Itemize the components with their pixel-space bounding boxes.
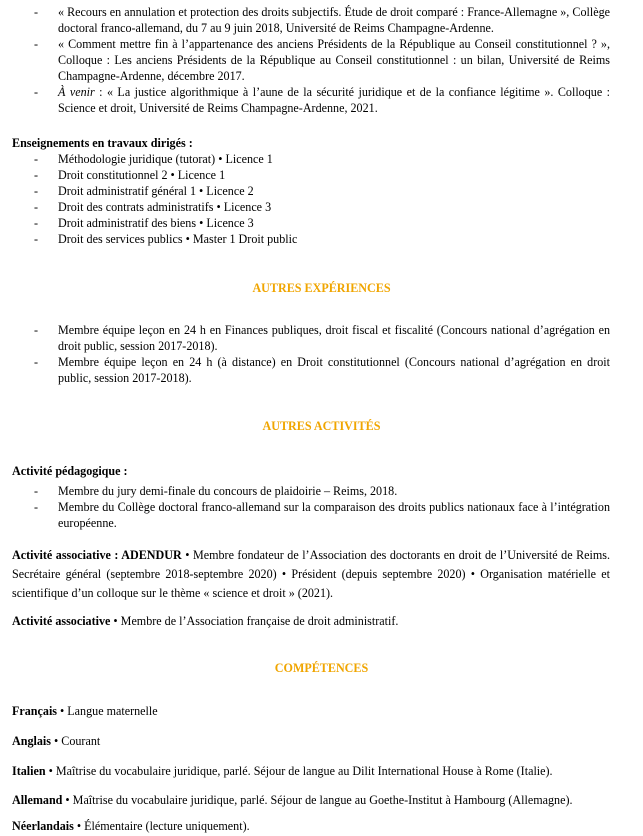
list-item: - « Comment mettre fin à l’appartenance des anciens Présidents de la République au Conseil constitutionnel ? », Colloque : Les anciens Présidents de la République au Conseil constitutionnel : un bilan, Université de Reims Champagne-Ardenne, décembre 2017. [12,36,610,84]
list-item: - « Recours en annulation et protection des droits subjectifs. Étude de droit comparé : France-Allemagne », Collège doctoral franco-allemand, du 7 au 9 juin 2018, Université de Reims Champagne-Ardenne. [12,4,610,36]
language-row: Anglais • Courant [12,734,101,748]
list-item: - Membre du Collège doctoral franco-allemand sur la comparaison des droits publics nationaux face à l’intégration européenne. [12,499,610,531]
assoc-afda-paragraph: Activité associative • Membre de l’Association française de droit administratif. [12,614,399,628]
list-item: - Membre équipe leçon en 24 h en Finances publiques, droit fiscal et fiscalité (Concours national d’agrégation en droit public, session 2017-2018). [12,322,610,354]
section-heading-skills: COMPÉTENCES [274,661,369,675]
pedagogic-title: Activité pédagogique : [12,464,128,478]
section-heading-activities: AUTRES ACTIVITÉS [262,419,381,433]
assoc-adendur-paragraph: Activité associative : ADENDUR • Membre fondateur de l’Association des doctorants en droit de l’Université de Reims. Secrétaire général (septembre 2018-septembre 2020) • Président (depuis septembre 2020) • Organisation matérielle et scientifique d’un colloque sur le thème « science et droit » (2021). [12,548,610,600]
teaching-title: Enseignements en travaux dirigés : [12,136,193,150]
experiences-list [12,322,610,386]
language-row: Italien • Maîtrise du vocabulaire juridique, parlé. Séjour de langue au Dilit International House à Rome (Italie). [12,764,553,778]
list-item: - Droit des services publics • Master 1 Droit public [12,231,610,247]
list-item: - Droit administratif général 1 • Licence 2 [12,183,610,199]
list-item: - Droit des contrats administratifs • Licence 3 [12,199,610,215]
list-item: - Membre équipe leçon en 24 h (à distance) en Droit constitutionnel (Concours national d’agrégation en droit public, session 2017-2018). [12,354,610,386]
list-item: - Méthodologie juridique (tutorat) • Licence 1 [12,151,610,167]
teaching-list [12,151,610,247]
language-row: Français • Langue maternelle [12,704,158,718]
list-item: - Droit constitutionnel 2 • Licence 1 [12,167,610,183]
upcoming-label: À venir [58,85,95,99]
language-row: Allemand • Maîtrise du vocabulaire juridique, parlé. Séjour de langue au Goethe-Institut à Hambourg (Allemagne). [12,793,573,807]
list-item: - Membre du jury demi-finale du concours de plaidoirie – Reims, 2018. [12,483,610,499]
list-item: - Droit administratif des biens • Licence 3 [12,215,610,231]
language-row: Néerlandais • Élémentaire (lecture uniquement). [12,819,250,833]
conference-list [12,4,610,116]
pedagogic-list [12,483,610,531]
list-item: - À venir : « La justice algorithmique à l’aune de la sécurité juridique et de la confiance légitime ». Colloque : Science et droit, Université de Reims Champagne-Ardenne, 2021. [12,84,610,116]
section-heading-experiences: AUTRES EXPÉRIENCES [252,281,391,295]
